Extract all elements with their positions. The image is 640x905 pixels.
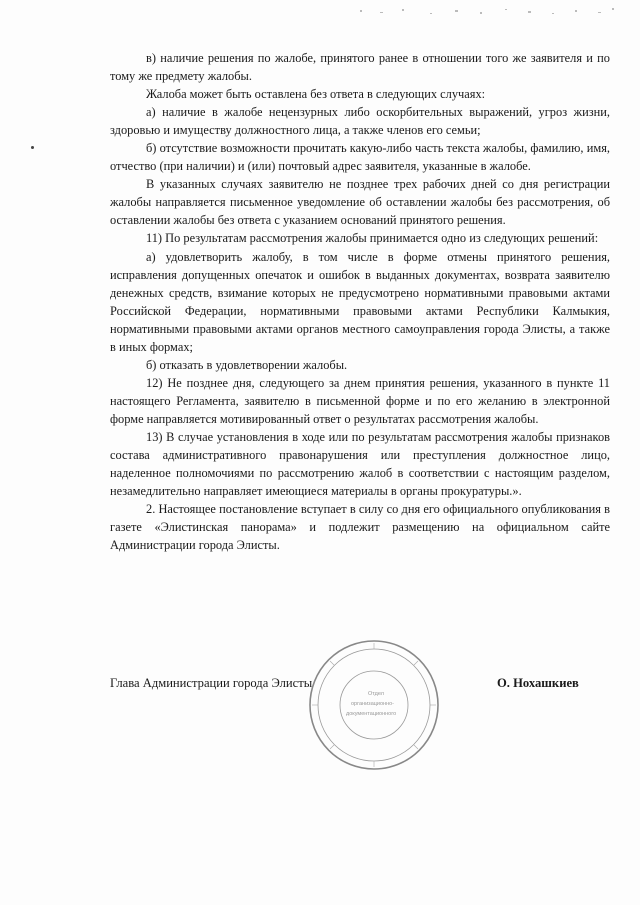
- stamp-inner-line: документационного: [346, 711, 397, 717]
- scan-noise: [0, 0, 640, 30]
- paragraph: б) отсутствие возможности прочитать какую-либо часть текста жалобы, фамилию, имя, отчество (при наличии) и (или) почтовый адрес заявителя, указанные в жалобе.: [110, 141, 610, 174]
- paragraph: в) наличие решения по жалобе, принятого ранее в отношении того же заявителя и по тому же предмету жалобы.: [110, 51, 610, 84]
- paragraph: В указанных случаях заявителю не позднее трех рабочих дней со дня регистрации жалобы направляется письменное уведомление об оставлении жалобы без рассмотрения, об оставлении жалобы без ответа с указанием оснований принятого решения.: [110, 177, 610, 228]
- scan-speck: [31, 146, 34, 149]
- paragraph: 12) Не позднее дня, следующего за днем принятия решения, указанного в пункте 11 настоящего Регламента, заявителю в письменной форме и по его желанию в электронной форме направляется мотивированный ответ о результатах рассмотрения жалобы.: [110, 375, 610, 426]
- paragraph: Жалоба может быть оставлена без ответа в следующих случаях:: [146, 87, 486, 102]
- paragraph: а) удовлетворить жалобу, в том числе в форме отмены принятого решения, исправления допущенных опечаток и ошибок в выданных документах, возврата заявителю денежных средств, взимание которых не предусмотрено нормативными правовыми актами Российской Федерации, нормативными правовыми актами Республики Калмыкия, нормативными правовыми актами органов местного самоуправления города Элисты, а также в иных формах;: [110, 249, 610, 354]
- signature-name: О. Нохашкиев: [497, 676, 579, 690]
- stamp-inner-line: организационно-: [351, 701, 394, 707]
- paragraph: б) отказать в удовлетворении жалобы.: [146, 357, 348, 372]
- paragraph: 11) По результатам рассмотрения жалобы принимается одно из следующих решений:: [146, 231, 599, 246]
- paragraph: 2. Настоящее постановление вступает в силу со дня его официального опубликования в газете «Элистинская панорама» и подлежит размещению на официальном сайте Администрации города Элисты.: [110, 502, 610, 553]
- document-body: [110, 49, 610, 554]
- signature-position: Глава Администрации города Элисты: [110, 676, 313, 690]
- stamp-inner-line: Отдел: [368, 691, 384, 697]
- paragraph: а) наличие в жалобе нецензурных либо оскорбительных выражений, угроз жизни, здоровью и имуществу должностного лица, а также членов его семьи;: [110, 105, 610, 138]
- paragraph: 13) В случае установления в ходе или по результатам рассмотрения жалобы признаков состава административного правонарушения или преступления должностное лицо, наделенное полномочиями по рассмотрению жалоб в соответствии с настоящим разделом, незамедлительно направляет имеющиеся материалы в органы прокуратуры.».: [110, 429, 610, 499]
- official-stamp: [306, 637, 442, 773]
